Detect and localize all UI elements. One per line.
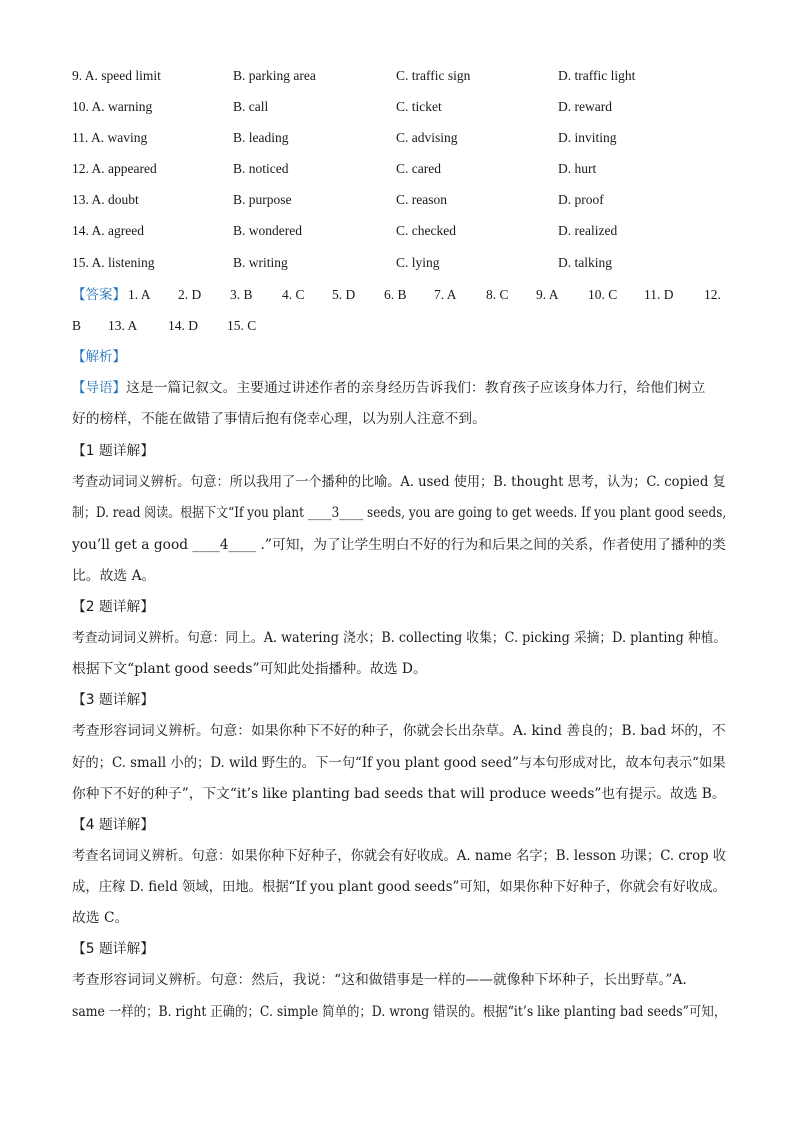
option-item: C. ticket bbox=[396, 99, 442, 114]
answer-line-2 bbox=[72, 315, 722, 337]
option-item: B. noticed bbox=[233, 161, 289, 176]
q2-heading: 【2 题详解】 bbox=[72, 599, 155, 615]
option-item: D. inviting bbox=[558, 130, 617, 145]
option-item: D. hurt bbox=[558, 161, 597, 176]
q4-line-2: 成，庄稼 D. field 领域，田地。根据“If you plant good seeds”可知，如果你种下好种子，你就会有好收成。 bbox=[72, 879, 726, 895]
analysis-label: 【解析】 bbox=[72, 349, 126, 365]
option-row bbox=[72, 253, 722, 273]
answer-item: 6. B bbox=[384, 287, 407, 302]
answer-item: 14. D bbox=[168, 318, 198, 333]
option-item: D. reward bbox=[558, 99, 612, 114]
q3-line-2: 好的；C. small 小的；D. wild 野生的。下一句“If you plant good seed”与本句形成对比，故本句表示“如果 bbox=[72, 755, 726, 771]
option-item: C. cared bbox=[396, 161, 441, 176]
answer-item: 4. C bbox=[282, 287, 305, 302]
option-item: B. purpose bbox=[233, 192, 292, 207]
option-item: D. traffic light bbox=[558, 68, 636, 83]
answer-item: 5. D bbox=[332, 287, 356, 302]
q1-heading: 【1 题详解】 bbox=[72, 443, 155, 459]
answer-item: 3. B bbox=[230, 287, 253, 302]
option-item: C. checked bbox=[396, 223, 456, 238]
q5-heading: 【5 题详解】 bbox=[72, 941, 155, 957]
option-item: 14. A. agreed bbox=[72, 223, 144, 238]
q1-line-3: you’ll get a good ____4____ .”可知，为了让学生明白不好的行为和后果之间的关系，作者使用了播种的类 bbox=[72, 537, 726, 553]
option-item: D. realized bbox=[558, 223, 618, 238]
option-item: 12. A. appeared bbox=[72, 161, 157, 176]
option-row bbox=[72, 128, 722, 148]
answer-item: 10. C bbox=[588, 287, 618, 302]
option-item: D. talking bbox=[558, 255, 612, 270]
q3-line-1: 考查形容词词义辨析。句意：如果你种下不好的种子，你就会长出杂草。A. kind 善良的；B. bad 坏的，不 bbox=[72, 723, 726, 739]
option-item: B. parking area bbox=[233, 68, 316, 83]
q4-line-1: 考查名词词义辨析。句意：如果你种下好种子，你就会有好收成。A. name 名字；B. lesson 功课；C. crop 收 bbox=[72, 848, 727, 864]
guide-text-1: 这是一篇记叙文。主要通过讲述作者的亲身经历告诉我们：教育孩子应该身体力行，给他们树立 bbox=[126, 380, 706, 396]
option-item: C. lying bbox=[396, 255, 440, 270]
option-item: 10. A. warning bbox=[72, 99, 153, 114]
option-item: 15. A. listening bbox=[72, 255, 155, 270]
q2-line-1: 考查动词词义辨析。句意：同上。A. watering 浇水；B. collecting 收集；C. picking 采摘；D. planting 种植。 bbox=[72, 630, 727, 646]
q2-line-2: 根据下文“plant good seeds”可知此处指播种。故选 D。 bbox=[72, 661, 427, 677]
option-row bbox=[72, 66, 722, 86]
option-item: B. call bbox=[233, 99, 269, 114]
q1-line-4: 比。故选 A。 bbox=[72, 568, 156, 584]
answer-label: 【答案】 bbox=[72, 287, 126, 303]
option-item: C. traffic sign bbox=[396, 68, 471, 83]
answer-item: 12. bbox=[704, 287, 721, 302]
option-row bbox=[72, 97, 722, 117]
option-item: B. wondered bbox=[233, 223, 302, 238]
guide-line-1 bbox=[72, 377, 705, 399]
answer-item: 1. A bbox=[128, 287, 151, 302]
answer-item: 7. A bbox=[434, 287, 457, 302]
guide-label: 【导语】 bbox=[72, 380, 126, 396]
q4-heading: 【4 题详解】 bbox=[72, 817, 155, 833]
option-item: B. writing bbox=[233, 255, 288, 270]
option-row bbox=[72, 221, 722, 241]
option-item: C. advising bbox=[396, 130, 458, 145]
q4-line-3: 故选 C。 bbox=[72, 910, 129, 926]
answer-item: 13. A bbox=[108, 318, 138, 333]
option-row bbox=[72, 190, 722, 210]
answer-line-1 bbox=[72, 284, 722, 306]
option-item: 13. A. doubt bbox=[72, 192, 139, 207]
answer-item: 2. D bbox=[178, 287, 202, 302]
q5-line-2: same 一样的；B. right 正确的；C. simple 简单的；D. wrong 错误的。根据“it’s like planting bad seeds”可知， bbox=[72, 1004, 727, 1020]
answer-item: 8. C bbox=[486, 287, 509, 302]
answer-item: 11. D bbox=[644, 287, 674, 302]
answer-item: B bbox=[72, 318, 82, 333]
guide-line-2: 好的榜样，不能在做错了事情后抱有侥幸心理，以为别人注意不到。 bbox=[72, 411, 486, 427]
option-item: 11. A. waving bbox=[72, 130, 148, 145]
option-row bbox=[72, 159, 722, 179]
answer-item: 15. C bbox=[227, 318, 257, 333]
q3-line-3: 你种下不好的种子”，下文“it’s like planting bad seeds that will produce weeds”也有提示。故选 B。 bbox=[72, 786, 726, 802]
option-item: D. proof bbox=[558, 192, 604, 207]
q3-heading: 【3 题详解】 bbox=[72, 692, 155, 708]
q5-line-1: 考查形容词词义辨析。句意：然后，我说：“这和做错事是一样的——就像种下坏种子，长出野草。”A. bbox=[72, 972, 687, 988]
answer-item: 9. A bbox=[536, 287, 559, 302]
option-item: C. reason bbox=[396, 192, 447, 207]
q1-line-2: 制；D. read 阅读。根据下文“If you plant ____3____ seeds, you are going to get weeds. If you plant good seeds, bbox=[72, 505, 727, 521]
q1-line-1: 考查动词词义辨析。句意：所以我用了一个播种的比喻。A. used 使用；B. thought 思考，认为；C. copied 复 bbox=[72, 474, 726, 490]
option-item: B. leading bbox=[233, 130, 289, 145]
option-item: 9. A. speed limit bbox=[72, 68, 161, 83]
